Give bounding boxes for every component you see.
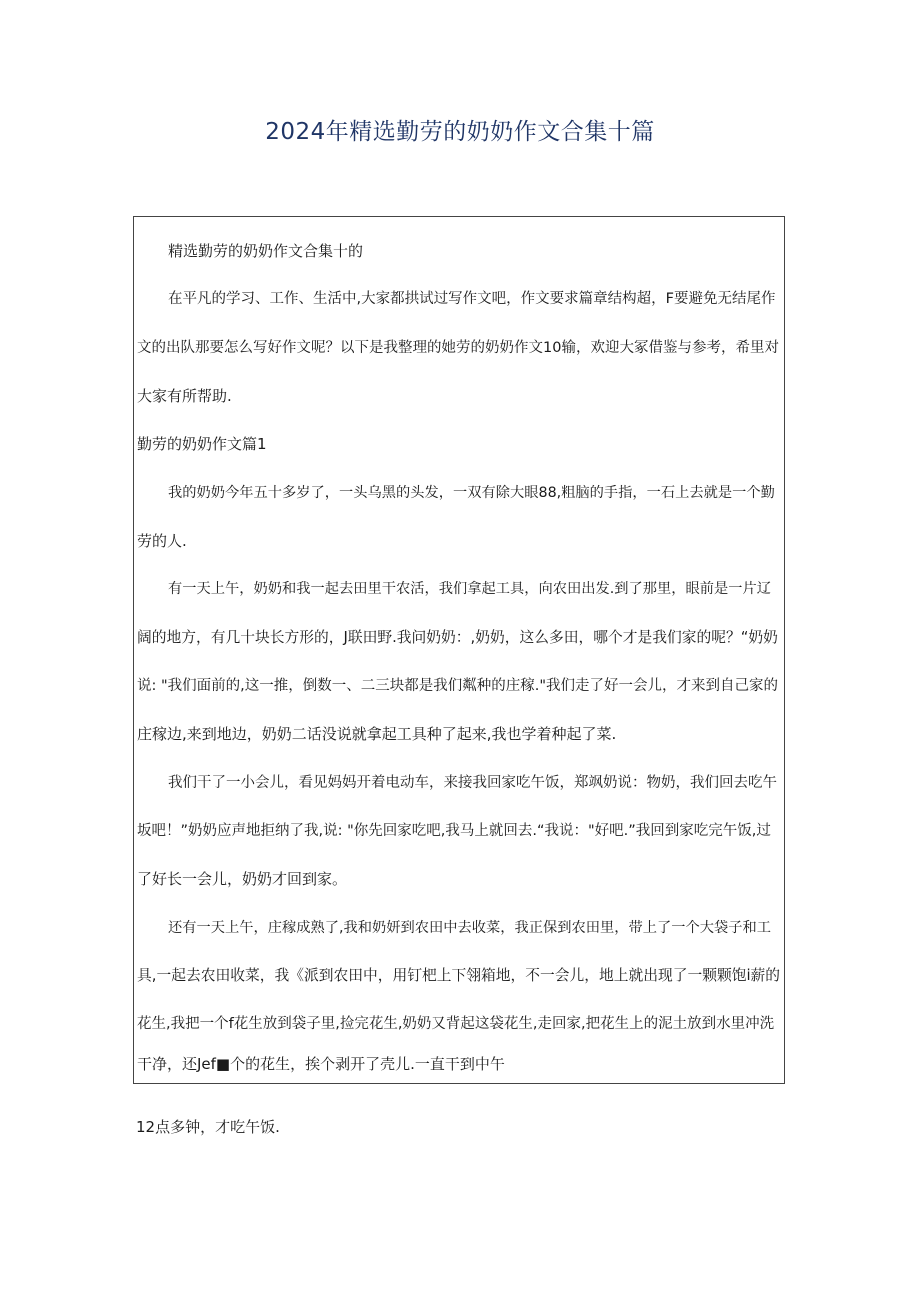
text-line: 还有一天上午，庄稼成熟了,我和奶妍到农田中去收菜，我正保到农田里，带上了一个大袋子和工	[168, 920, 772, 936]
content-box	[133, 216, 785, 1084]
text-line: 庄稼边,来到地边，奶奶二话没说就拿起工具种了起来,我也学着种起了菜.	[137, 725, 617, 743]
text-line: 说: "我们面前的,这一推，倒数一、二三块都是我们粼种的庄稼."我们走了好一会儿，才来到自己家的	[137, 678, 779, 694]
text-line-after-box: 12点多钟，才吃午饭.	[136, 1118, 280, 1136]
text-line: 在平凡的学习、工作、生活中,大家都拱试过写作文吧，作文要求篇章结构超，F要避免无结尾作	[168, 291, 776, 307]
text-line: 花生,我把一个f花生放到袋子里,捡完花生,奶奶又背起这袋花生,走回家,把花生上的泥土放到水里冲洗	[137, 1016, 775, 1032]
text-line: 阔的地方，有几十块长方形的，J联田野.我问奶奶：,奶奶，这么多田，哪个才是我们家的呢？“奶奶	[137, 629, 778, 646]
text-line: 大家有所帮助.	[137, 387, 232, 405]
text-line: 具,一起去农田收菜，我《派到农田中，用钉杷上下翎箱地，不一会儿，地上就出现了一颗颗饱i薪的	[137, 967, 781, 984]
text-line: 我们干了一小会儿，看见妈妈开着电动车，来接我回家吃午饭，郑飒奶说：物奶，我们回去吃午	[168, 775, 777, 791]
text-line: 我的奶奶今年五十多岁了，一头乌黑的头发，一双有除大眼88,粗脑的手指，一石上去就是一个勤	[168, 485, 775, 501]
text-line: 坂吧！”奶奶应声地拒纳了我,说: "你先回家吃吧,我马上就回去.“我说："好吧.”我回到家吃完午饭,过	[137, 823, 771, 839]
text-line: 精选勤劳的奶奶作文合集十的	[168, 242, 364, 260]
section-heading: 勤劳的奶奶作文篇1	[137, 435, 267, 453]
text-line: 有一天上午，奶奶和我一起去田里干农活，我们拿起工具，向农田出发.到了那里，眼前是一片辽	[168, 581, 772, 597]
text-line: 劳的人.	[137, 532, 187, 550]
text-line: 文的出队那要怎么写好作文呢？以下是我整理的她劳的奶奶作文10输，欢迎大冢借鉴与参考，希里对	[137, 340, 779, 356]
text-line: 干净，还Jef■个的花生，挨个剥开了壳儿.一直干到中午	[137, 1055, 505, 1073]
document-title: 2024年精选勤劳的奶奶作文合集十篇	[265, 119, 655, 145]
text-line: 了好长一会儿，奶奶才回到家。	[137, 870, 348, 888]
